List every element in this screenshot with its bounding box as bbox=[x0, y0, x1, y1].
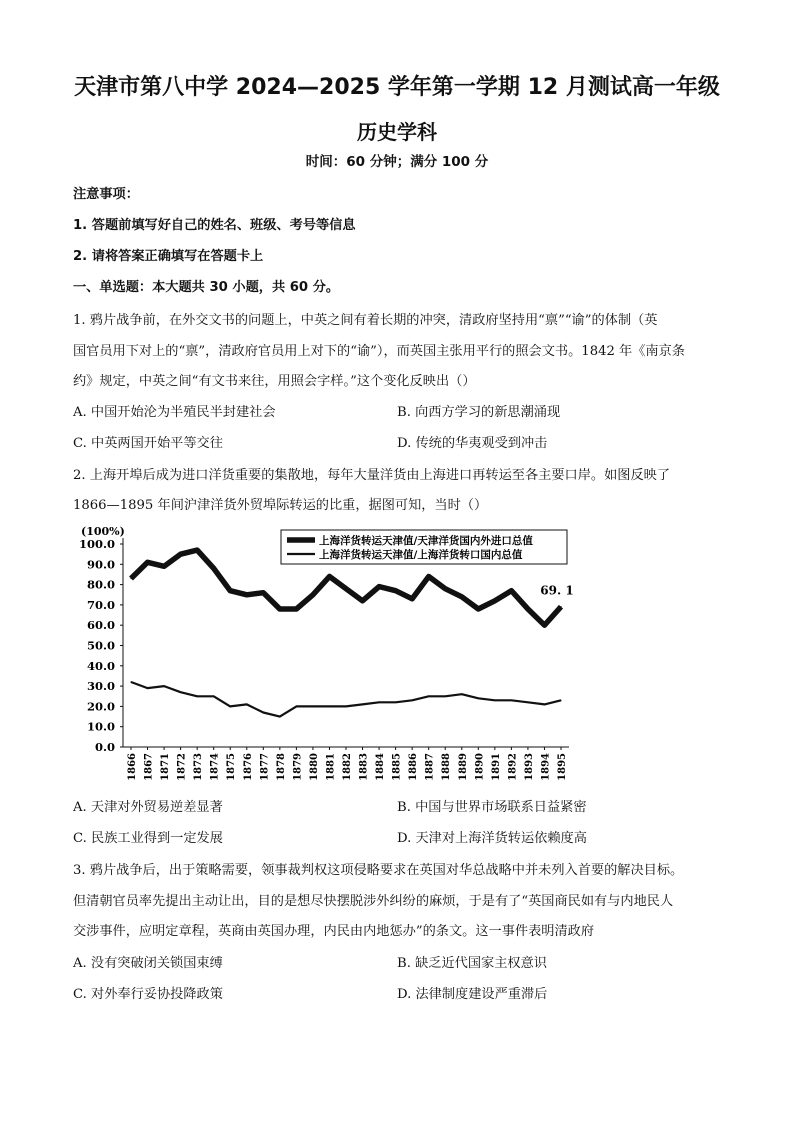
data-point bbox=[279, 716, 280, 717]
data-point bbox=[362, 704, 363, 705]
q2-option-d[interactable]: D. 天津对上海洋货转运依赖度高 bbox=[397, 831, 587, 846]
data-point bbox=[279, 608, 280, 609]
data-point bbox=[378, 702, 379, 703]
notes-heading: 注意事项： bbox=[73, 187, 139, 202]
exam-title: 天津市第八中学 2024—2025 学年第一学期 12 月测试高一年级 bbox=[74, 75, 720, 100]
x-tick-label: 1893 bbox=[523, 753, 535, 781]
x-tick-label: 1874 bbox=[209, 753, 221, 781]
y-tick-label: 90.0 bbox=[86, 557, 115, 572]
y-tick-label: 100.0 bbox=[78, 537, 115, 551]
data-point bbox=[296, 608, 297, 609]
data-point bbox=[130, 578, 131, 579]
data-point bbox=[213, 568, 214, 569]
data-point bbox=[560, 606, 561, 607]
data-point bbox=[230, 590, 231, 591]
y-tick-label: 30.0 bbox=[86, 679, 115, 694]
x-tick-label: 1886 bbox=[408, 753, 420, 781]
q3-option-a[interactable]: A. 没有突破闭关锁国束缚 bbox=[73, 956, 223, 971]
x-tick-label: 1881 bbox=[325, 753, 337, 781]
x-tick-label: 1885 bbox=[391, 753, 403, 781]
q3-option-d[interactable]: D. 法律制度建设严重滞后 bbox=[397, 987, 548, 1002]
y-tick-label: 0.0 bbox=[94, 740, 115, 754]
q1-line-1: 1. 鸦片战争前，在外交文书的问题上，中英之间有着长期的冲突，清政府坚持用“禀”“谕”的体制（英 bbox=[73, 313, 658, 328]
data-point bbox=[329, 576, 330, 577]
x-tick-label: 1889 bbox=[457, 753, 469, 781]
y-tick-label: 40.0 bbox=[86, 658, 115, 673]
data-point bbox=[395, 702, 396, 703]
q1-option-b[interactable]: B. 向西方学习的新思潮涌现 bbox=[397, 405, 561, 420]
data-point bbox=[197, 549, 198, 550]
data-point bbox=[428, 576, 429, 577]
x-tick-label: 1894 bbox=[540, 753, 552, 781]
y-tick-label: 80.0 bbox=[86, 577, 115, 592]
data-point bbox=[345, 706, 346, 707]
data-point bbox=[147, 688, 148, 689]
x-tick-label: 1873 bbox=[193, 753, 205, 781]
data-point bbox=[312, 594, 313, 595]
data-point bbox=[246, 704, 247, 705]
data-point bbox=[197, 696, 198, 697]
data-point bbox=[461, 694, 462, 695]
data-point bbox=[213, 696, 214, 697]
data-label: 69. 1 bbox=[540, 583, 574, 598]
data-point bbox=[412, 700, 413, 701]
data-point bbox=[345, 588, 346, 589]
x-tick-label: 1878 bbox=[275, 753, 287, 781]
q1-line-3: 约》规定，中英之间“有文书来往，用照会字样。”这个变化反映出（） bbox=[73, 374, 476, 389]
data-point bbox=[312, 706, 313, 707]
x-tick-label: 1875 bbox=[226, 753, 238, 781]
data-point bbox=[263, 712, 264, 713]
q1-line-2: 国官员用下对上的“禀”，清政府官员用上对下的“谕”），而英国主张用平行的照会文书。1842 年《南京条 bbox=[73, 344, 685, 359]
x-tick-label: 1867 bbox=[143, 753, 155, 781]
data-point bbox=[296, 706, 297, 707]
q3-option-b[interactable]: B. 缺乏近代国家主权意识 bbox=[397, 956, 547, 971]
data-point bbox=[263, 592, 264, 593]
x-tick-label: 1877 bbox=[259, 753, 271, 781]
y-tick-label: 70.0 bbox=[86, 597, 115, 612]
data-point bbox=[378, 586, 379, 587]
data-point bbox=[163, 686, 164, 687]
data-point bbox=[163, 566, 164, 567]
q3-line-2: 但清朝官员率先提出主动让出，目的是想尽快摆脱涉外纠纷的麻烦，于是有了“英国商民如有与内地民人 bbox=[73, 894, 674, 909]
data-point bbox=[494, 600, 495, 601]
data-point bbox=[246, 594, 247, 595]
notes-item-2: 2. 请将答案正确填写在答题卡上 bbox=[73, 249, 264, 264]
data-point bbox=[544, 704, 545, 705]
data-point bbox=[494, 700, 495, 701]
x-tick-label: 1866 bbox=[127, 753, 138, 781]
q2-option-b[interactable]: B. 中国与世界市场联系日益紧密 bbox=[397, 800, 587, 815]
data-point bbox=[147, 562, 148, 563]
x-tick-label: 1891 bbox=[490, 753, 502, 781]
x-tick-label: 1880 bbox=[308, 753, 320, 781]
data-point bbox=[544, 625, 545, 626]
x-tick-label: 1879 bbox=[292, 753, 304, 781]
data-point bbox=[445, 588, 446, 589]
data-point bbox=[412, 598, 413, 599]
legend-label-2: 上海洋货转运天津值/上海洋货转口国内总值 bbox=[319, 549, 523, 561]
data-point bbox=[130, 681, 131, 682]
y-tick-label: 20.0 bbox=[86, 699, 115, 714]
time-info: 时间：60 分钟；满分 100 分 bbox=[305, 154, 489, 170]
y-tick-label: 10.0 bbox=[86, 719, 115, 734]
q3-line-3: 交涉事件，应明定章程，英商由英国办理，内民由内地惩办”的条文。这一事件表明清政府 bbox=[73, 924, 595, 939]
x-tick-label: 1882 bbox=[342, 753, 353, 781]
series-line-2 bbox=[131, 682, 561, 717]
q2-option-a[interactable]: A. 天津对外贸易逆差显著 bbox=[73, 800, 223, 815]
data-point bbox=[478, 608, 479, 609]
data-point bbox=[180, 554, 181, 555]
q1-option-d[interactable]: D. 传统的华夷观受到冲击 bbox=[397, 436, 548, 451]
x-tick-label: 1892 bbox=[507, 753, 519, 781]
x-tick-label: 1884 bbox=[375, 753, 387, 781]
data-point bbox=[527, 702, 528, 703]
data-point bbox=[362, 600, 363, 601]
x-tick-label: 1872 bbox=[176, 753, 188, 781]
x-tick-label: 1883 bbox=[358, 753, 370, 781]
q1-option-c[interactable]: C. 中英两国开始平等交往 bbox=[73, 436, 223, 451]
data-point bbox=[428, 696, 429, 697]
x-tick-label: 1871 bbox=[160, 753, 172, 781]
y-tick-label: 60.0 bbox=[86, 618, 115, 633]
y-tick-label: 50.0 bbox=[86, 638, 115, 653]
q2-line-2: 1866—1895 年间沪津洋货外贸埠际转运的比重，据图可知，当时（） bbox=[73, 498, 488, 513]
q2-line-1: 2. 上海开埠后成为进口洋货重要的集散地，每年大量洋货由上海进口再转运至各主要口岸。如图反映了 bbox=[73, 468, 671, 483]
data-point bbox=[478, 698, 479, 699]
data-point bbox=[560, 700, 561, 701]
x-tick-label: 1887 bbox=[424, 753, 436, 781]
q3-option-c[interactable]: C. 对外奉行妥协投降政策 bbox=[73, 987, 223, 1002]
data-point bbox=[395, 590, 396, 591]
x-tick-label: 1890 bbox=[474, 753, 486, 781]
subject-title: 历史学科 bbox=[357, 120, 437, 144]
section-heading: 一、单选题：本大题共 30 小题，共 60 分。 bbox=[73, 280, 340, 295]
notes-item-1: 1. 答题前填写好自己的姓名、班级、考号等信息 bbox=[73, 218, 356, 233]
data-point bbox=[329, 706, 330, 707]
data-point bbox=[461, 596, 462, 597]
data-point bbox=[445, 696, 446, 697]
data-point bbox=[527, 608, 528, 609]
data-point bbox=[180, 692, 181, 693]
data-point bbox=[511, 590, 512, 591]
x-tick-label: 1888 bbox=[441, 753, 453, 781]
data-point bbox=[511, 700, 512, 701]
line-chart bbox=[73, 522, 583, 782]
y-unit-label: (100%) bbox=[81, 525, 125, 538]
x-tick-label: 1876 bbox=[242, 753, 254, 781]
q1-option-a[interactable]: A. 中国开始沦为半殖民半封建社会 bbox=[73, 405, 276, 420]
q3-line-1: 3. 鸦片战争后，出于策略需要，领事裁判权这项侵略要求在英国对华总战略中并未列入首要的解决目标。 bbox=[73, 863, 684, 878]
legend-label-1: 上海洋货转运天津值/天津洋货国内外进口总值 bbox=[319, 535, 533, 547]
x-tick-label: 1895 bbox=[557, 753, 568, 781]
q2-option-c[interactable]: C. 民族工业得到一定发展 bbox=[73, 831, 223, 846]
data-point bbox=[230, 706, 231, 707]
q2-chart bbox=[73, 522, 583, 782]
